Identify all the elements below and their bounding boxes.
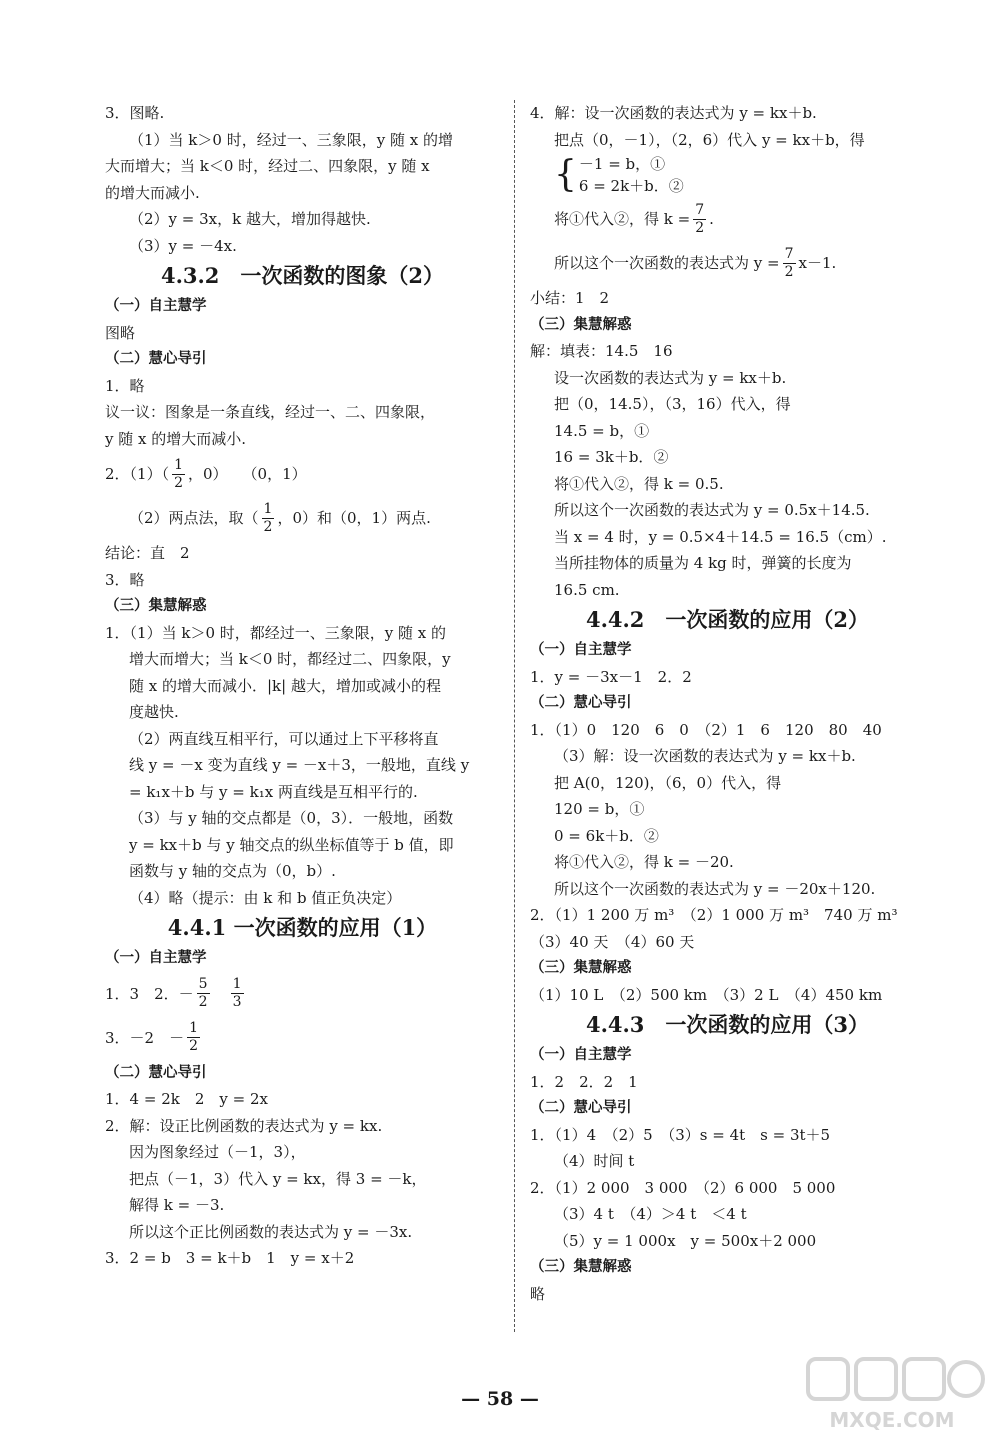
answer-line: 将①代入②，得 k = －20. [554, 853, 734, 871]
answer-line: 大而增大；当 k＜0 时，经过二、四象限，y 随 x [105, 157, 430, 175]
fraction-numerator: 1 [263, 500, 273, 517]
text-run: ，0）和（0，1）两点. [277, 509, 431, 527]
answer-line: 线 y = －x 变为直线 y = －x＋3，一般地，直线 y [129, 756, 470, 774]
answer-line: （4）时间 t [554, 1152, 635, 1170]
answer-line: 16.5 cm. [554, 580, 620, 599]
answer-line: 当所挂物体的质量为 4 kg 时，弹簧的长度为 [554, 554, 852, 572]
section-heading: （二）慧心导引 [530, 1100, 632, 1116]
equation-system [530, 153, 925, 197]
fraction-numerator: 1 [189, 1020, 199, 1036]
fraction [783, 246, 796, 281]
fraction [262, 501, 275, 536]
fraction-denominator: 2 [263, 518, 273, 535]
section-heading: （二）慧心导引 [105, 351, 207, 367]
answer-line: 所以这个一次函数的表达式为 y = 0.5x＋14.5. [554, 501, 870, 519]
answer-line: 16 = 3k＋b．② [554, 448, 669, 466]
fraction [187, 1020, 200, 1055]
text-run: 1．3 2．－ [105, 984, 194, 1003]
text-run: ，0） （0，1） [188, 465, 307, 483]
lesson-title: 4.4.2 一次函数的应用（2） [585, 607, 870, 632]
answer-line: （3）4 t （4）＞4 t ＜4 t [554, 1205, 747, 1223]
fraction-denominator: 3 [232, 994, 242, 1010]
text-run: 所以这个一次函数的表达式为 y = [554, 254, 780, 272]
equation-row: 6 = 2k＋b．② [578, 177, 684, 195]
answer-line: （5）y = 1 000x y = 500x＋2 000 [554, 1231, 817, 1250]
answer-line [105, 972, 500, 1016]
answer-line: 4．解：设一次函数的表达式为 y = kx＋b. [530, 104, 817, 122]
fraction-numerator: 5 [198, 976, 208, 992]
answer-line: （2）两直线互相平行，可以通过上下平移将直 [129, 729, 439, 748]
section-heading: （三）集慧解惑 [105, 598, 207, 614]
answer-line: 因为图象经过（－1，3）， [129, 1143, 306, 1161]
answer-line: 所以这个一次函数的表达式为 y = －20x＋120. [554, 879, 876, 898]
text-run: 3．－2 － [105, 1028, 185, 1047]
answer-line: 把 A(0，120)，（6，0）代入，得 [554, 773, 782, 792]
fraction-denominator: 2 [189, 1038, 199, 1054]
text-run: （2）两点法，取（ [129, 509, 259, 527]
answer-line: 随 x 的增大而减小．|k| 越大，增加或减小的程 [129, 676, 441, 695]
answer-line: 3．略 [105, 570, 145, 589]
watermark-logo [800, 1355, 985, 1435]
fraction [197, 976, 210, 1011]
section-heading: （三）集慧解惑 [530, 960, 632, 976]
answer-line: 小结：1 2 [530, 289, 610, 307]
lesson-title: 4.4.1 一次函数的应用（1） [167, 915, 438, 940]
answer-line: = k₁x＋b 与 y = k₁x 两直线是互相平行的. [129, 782, 418, 801]
fraction-denominator: 2 [198, 994, 208, 1010]
section-heading: （一）自主慧学 [530, 642, 632, 658]
answer-line: 14.5 = b，① [554, 421, 650, 440]
answer-line: 2．（1）1 200 万 m³ （2）1 000 万 m³ 740 万 m³ [530, 906, 898, 924]
answer-line: 当 x = 4 时，y = 0.5×4＋14.5 = 16.5（cm）. [554, 527, 887, 546]
brace-symbol: { [554, 154, 577, 195]
answer-line: 1．（1）当 k＞0 时，都经过一、三象限，y 随 x 的 [105, 623, 446, 642]
text-run [213, 972, 228, 1016]
answer-line: （3）40 天 （4）60 天 [530, 932, 695, 951]
answer-line: 结论：直 2 [105, 544, 190, 562]
answer-line: （1）10 L （2）500 km （3）2 L （4）450 km [530, 985, 883, 1004]
text-run: x－1. [798, 254, 837, 272]
text-run: 将①代入②，得 k = [554, 210, 691, 228]
answer-line: 图略 [105, 323, 136, 342]
equation-rows [579, 153, 684, 197]
answer-line: 把点（－1，3）代入 y = kx，得 3 = －k， [129, 1169, 427, 1188]
section-heading: （二）慧心导引 [105, 1064, 207, 1081]
answer-line: 0 = 6k＋b．② [554, 826, 659, 845]
fraction-numerator: 7 [784, 245, 794, 262]
answer-line: 把点（0，－1），（2，6）代入 y = kx＋b，得 [554, 130, 865, 149]
section-heading: （一）自主慧学 [105, 950, 207, 966]
answer-line: 度越快. [129, 703, 179, 721]
fraction-denominator: 2 [695, 219, 705, 236]
section-heading: （二）慧心导引 [530, 695, 632, 711]
answer-line: 1．y = －3x－1 2．2 [530, 667, 692, 686]
page-number: — 58 — [461, 1388, 539, 1410]
answer-line: 2．解：设正比例函数的表达式为 y = kx. [105, 1116, 383, 1135]
lesson-title: 4.4.3 一次函数的应用（3） [585, 1012, 870, 1037]
column-divider [514, 100, 515, 1332]
answer-line: 将①代入②，得 k = 0.5. [554, 474, 724, 493]
answer-line: y 随 x 的增大而减小. [105, 429, 247, 448]
fraction-numerator: 1 [174, 456, 184, 473]
answer-line [530, 197, 925, 241]
text-run: . [709, 210, 714, 228]
answer-line: （4）略（提示：由 k 和 b 值正负决定） [129, 888, 402, 907]
answer-line: 解得 k = －3. [129, 1196, 225, 1214]
fraction-denominator: 2 [174, 474, 184, 491]
fraction [693, 202, 706, 237]
answer-line [530, 241, 925, 285]
fraction [231, 976, 244, 1011]
answer-line: 略 [530, 1284, 546, 1303]
answer-line: 3．图略. [105, 104, 165, 122]
answer-line: 1．略 [105, 376, 145, 395]
lesson-title: 4.3.2 一次函数的图象（2） [160, 263, 445, 288]
fraction [172, 457, 185, 492]
text-run: 2．（1）（ [105, 465, 170, 483]
answer-line: 所以这个正比例函数的表达式为 y = －3x. [129, 1222, 413, 1241]
section-heading: （一）自主慧学 [530, 1047, 632, 1063]
answer-line: 把（0，14.5），（3，16）代入，得 [554, 395, 791, 413]
answer-line: 增大而增大；当 k＜0 时，都经过二、四象限，y [129, 650, 451, 668]
answer-line: y = kx＋b 与 y 轴交点的纵坐标值等于 b 值，即 [129, 835, 454, 854]
fraction-denominator: 2 [784, 263, 794, 280]
answer-line: （1）当 k＞0 时，经过一、三象限，y 随 x 的增 [129, 130, 453, 149]
section-heading: （三）集慧解惑 [530, 316, 632, 333]
right-column [530, 100, 925, 1307]
answer-line: 的增大而减小. [105, 183, 200, 202]
section-heading: （三）集慧解惑 [530, 1259, 632, 1275]
answer-line: 解：填表：14.5 16 [530, 342, 673, 360]
answer-line: （2）y = 3x，k 越大，增加得越快. [129, 210, 371, 228]
equation-row: －1 = b，① [578, 155, 666, 173]
answer-line: 设一次函数的表达式为 y = kx＋b. [554, 368, 787, 387]
section-heading: （一）自主慧学 [105, 298, 207, 314]
answer-line: 1．（1）4 （2）5 （3）s = 4t s = 3t＋5 [530, 1125, 831, 1144]
answer-line: 1．2 2．2 1 [530, 1072, 638, 1091]
fraction-numerator: 7 [695, 201, 705, 218]
answer-line: （3）解：设一次函数的表达式为 y = kx＋b. [554, 747, 856, 765]
answer-line: 3．2 = b 3 = k＋b 1 y = x＋2 [105, 1249, 355, 1267]
answer-line: 1．（1）0 120 6 0 （2）1 6 120 80 40 [530, 720, 882, 739]
answer-line: （3）与 y 轴的交点都是（0，3）．一般地，函数 [129, 809, 454, 827]
left-column [105, 100, 500, 1272]
answer-line: 函数与 y 轴的交点为（0，b）. [129, 862, 336, 880]
answer-line: 议一议：图象是一条直线，经过一、二、四象限， [105, 403, 436, 421]
answer-line [105, 496, 500, 540]
answer-line: （3）y = －4x. [129, 236, 237, 255]
answer-line: 120 = b，① [554, 800, 645, 818]
answer-line [105, 452, 500, 496]
fraction-numerator: 1 [232, 976, 242, 992]
answer-line: 2．（1）2 000 3 000 （2）6 000 5 000 [530, 1178, 836, 1197]
answer-line [105, 1016, 500, 1060]
answer-line: 1．4 = 2k 2 y = 2x [105, 1090, 268, 1108]
watermark-text: MXQE.COM [829, 1408, 955, 1432]
